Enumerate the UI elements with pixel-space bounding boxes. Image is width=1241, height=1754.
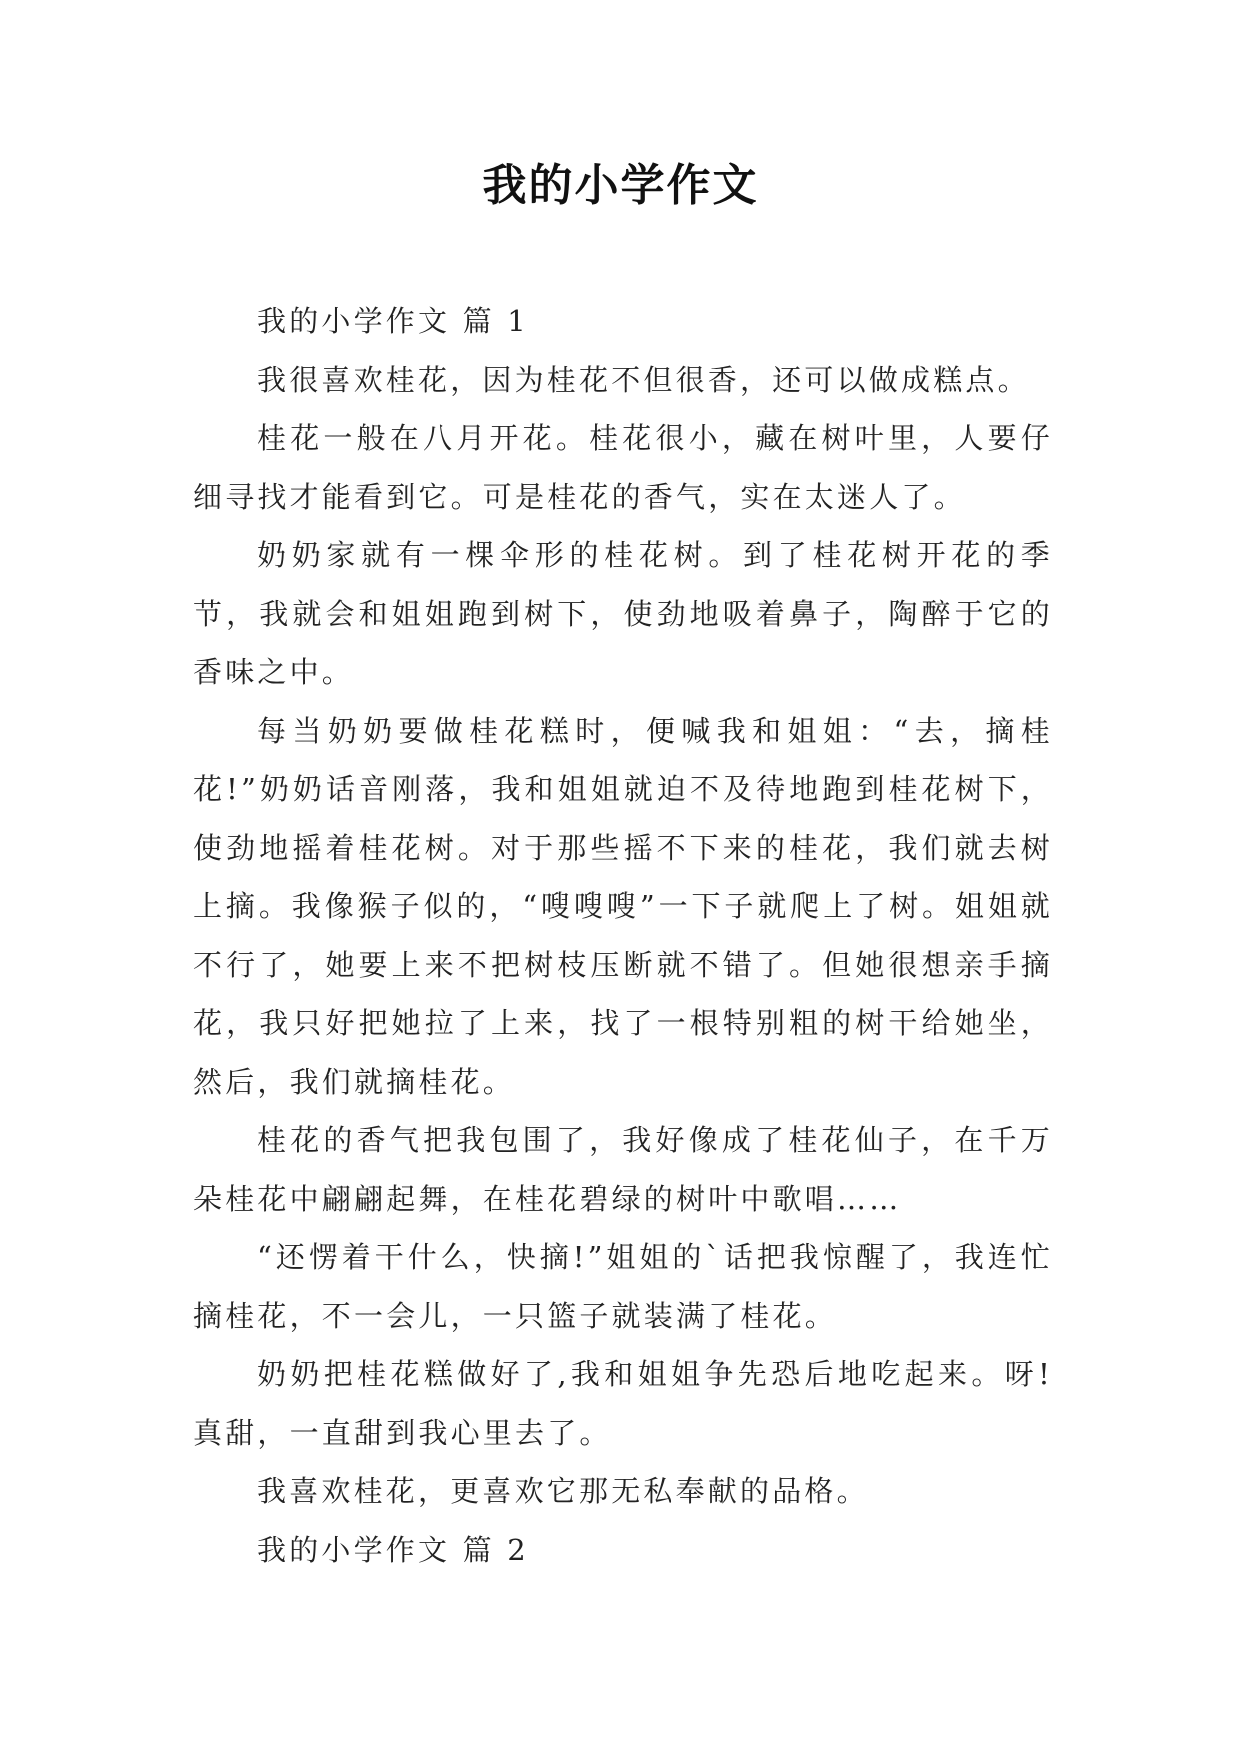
paragraph: 我喜欢桂花，更喜欢它那无私奉献的品格。 <box>257 1474 869 1508</box>
document-body <box>193 292 1053 1579</box>
paragraph: 我很喜欢桂花，因为桂花不但很香，还可以做成糕点。 <box>257 362 1030 397</box>
paragraph: 桂花一般在八月开花。桂花很小，藏在树叶里，人要仔细寻找才能看到它。可是桂花的香气，实在太迷人了。 <box>193 421 1053 514</box>
paragraph: 每当奶奶要做桂花糕时，便喊我和姐姐：“去，摘桂花!”奶奶话音刚落，我和姐姐就迫不及待地跑到桂花树下，使劲地摇着桂花树。对于那些摇不下来的桂花，我们就去树上摘。我像猴子似的，“嗖嗖嗖”一下子就爬上了树。姐姐就不行了，她要上来不把树枝压断就不错了。但她很想亲手摘花，我只好把她拉了上来，找了一根特别粗的树干给她坐，然后，我们就摘桂花。 <box>193 713 1053 1099</box>
paragraph: 奶奶把桂花糕做好了,我和姐姐争先恐后地吃起来。呀!真甜，一直甜到我心里去了。 <box>193 1357 1053 1450</box>
section-heading: 我的小学作文 篇 2 <box>257 1532 529 1567</box>
section-heading: 我的小学作文 篇 1 <box>257 304 529 338</box>
paragraph: 桂花的香气把我包围了，我好像成了桂花仙子，在千万朵桂花中翩翩起舞，在桂花碧绿的树叶中歌唱…… <box>193 1123 1053 1216</box>
document-title: 我的小学作文 <box>482 160 759 211</box>
paragraph: 奶奶家就有一棵伞形的桂花树。到了桂花树开花的季节，我就会和姐姐跑到树下，使劲地吸着鼻子，陶醉于它的香味之中。 <box>193 538 1053 689</box>
paragraph: “还愣着干什么，快摘!”姐姐的`话把我惊醒了，我连忙摘桂花，不一会儿，一只篮子就装满了桂花。 <box>193 1240 1053 1333</box>
